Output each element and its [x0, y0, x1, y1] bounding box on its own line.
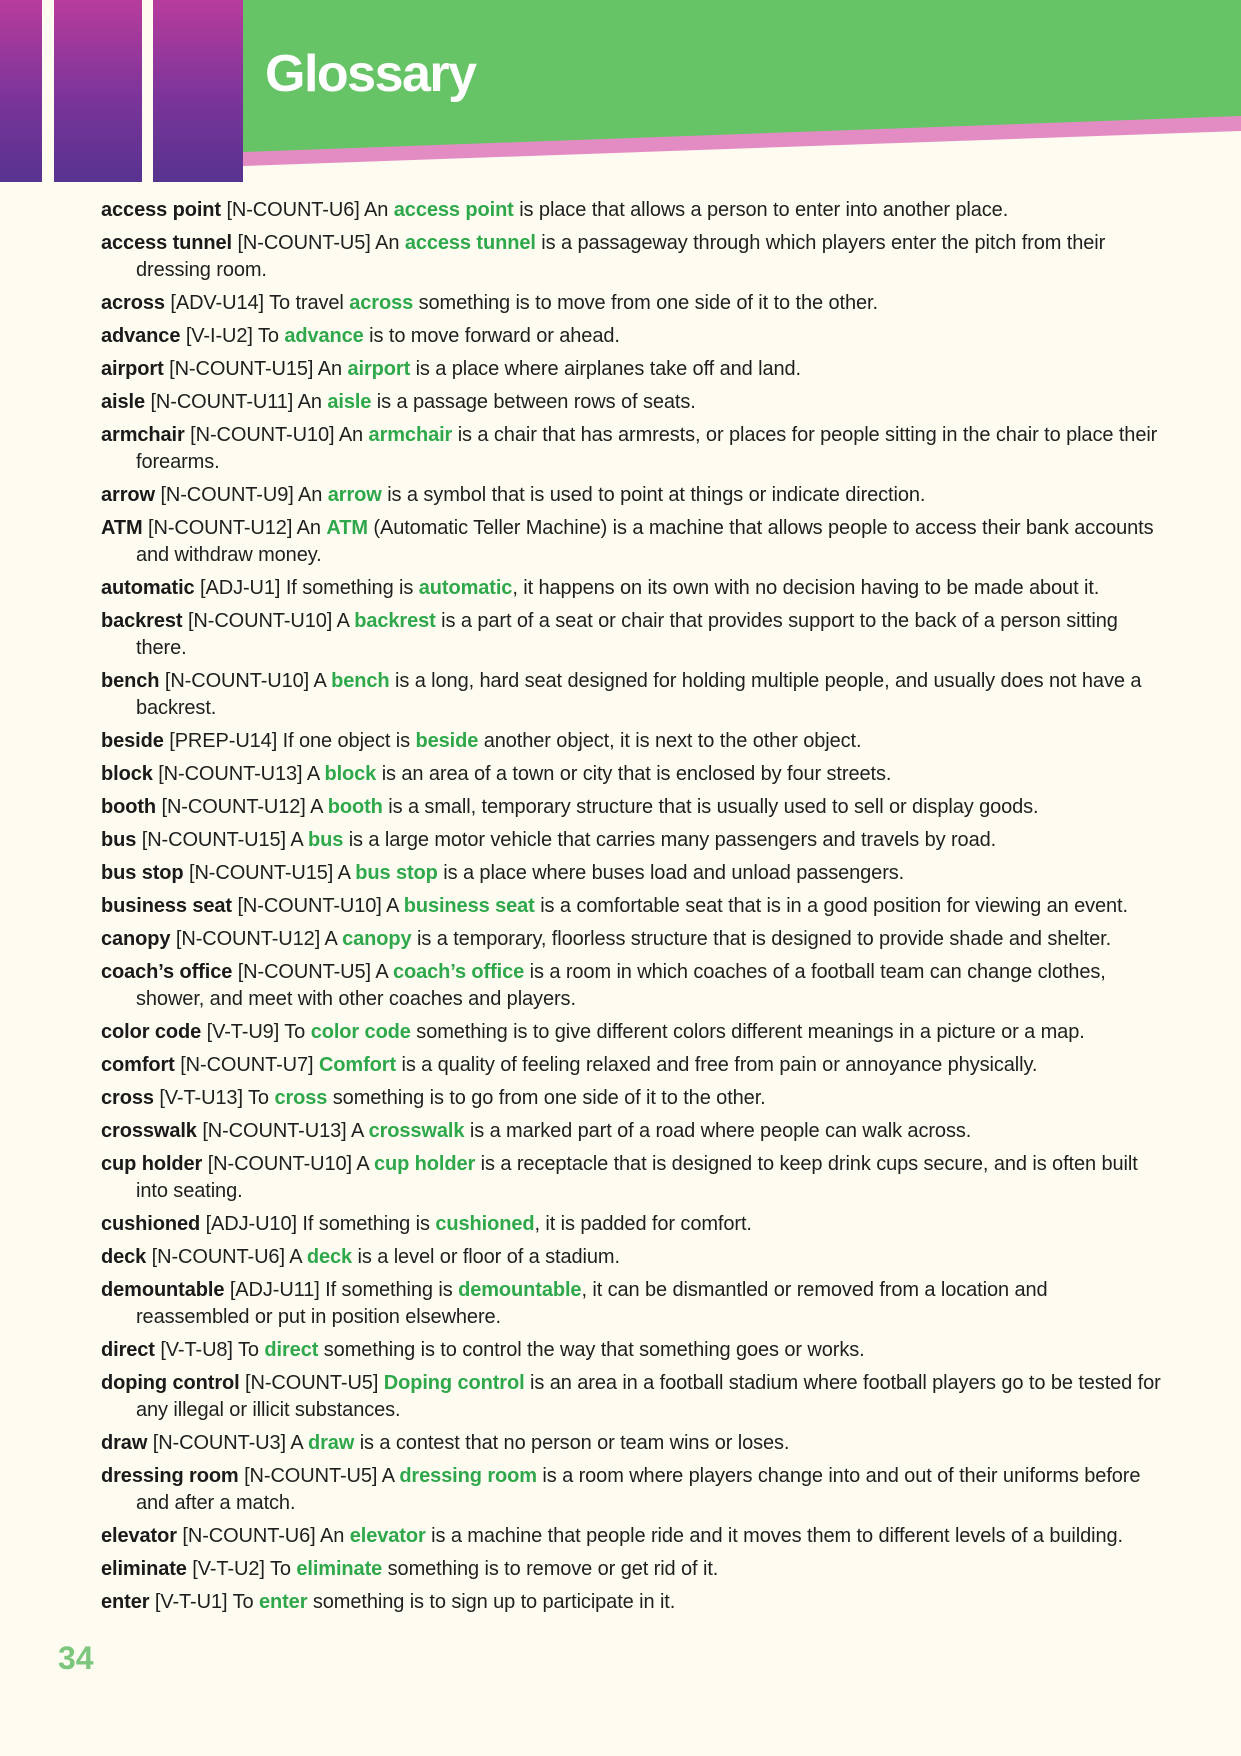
highlighted-term: coach’s office [392, 961, 525, 983]
glossary-term: automatic [101, 577, 195, 599]
part-of-speech-tag: [N-COUNT-U10] [190, 424, 335, 446]
highlighted-term: elevator [349, 1525, 426, 1547]
definition-text: is a room in which coaches of a football team can change clothes, shower, and meet with other coaches and players. [136, 961, 1106, 1010]
part-of-speech-tag: [PREP-U14] [169, 730, 278, 752]
definition-text: An [298, 484, 323, 506]
definition-text: is a long, hard seat designed for holding multiple people, and usually does not have a backrest. [136, 670, 1142, 719]
part-of-speech-tag: [V-T-U8] [160, 1339, 233, 1361]
definition-text: An [296, 517, 321, 539]
highlighted-term: bench [331, 670, 390, 692]
highlighted-term: enter [258, 1591, 308, 1613]
definition-text: something is to sign up to participate in it. [312, 1591, 676, 1613]
part-of-speech-tag: [N-COUNT-U6] [151, 1246, 285, 1268]
definition-text: A [310, 796, 323, 818]
definition-text: An [320, 1525, 345, 1547]
highlighted-term: bus [307, 829, 344, 851]
definition-text: An [297, 391, 322, 413]
glossary-entry [101, 959, 1161, 1013]
glossary-entry [101, 389, 1161, 416]
definition-text: A [313, 670, 326, 692]
definition-text: is to move forward or ahead. [369, 325, 620, 347]
glossary-entry [101, 1337, 1161, 1364]
definition-text: (Automatic Teller Machine) is a machine that allows people to access their bank accounts and withdraw money. [136, 517, 1154, 566]
definition-text: is a quality of feeling relaxed and free from pain or annoyance physically. [401, 1054, 1038, 1076]
definition-text: something is to move from one side of it to the other. [418, 292, 878, 314]
glossary-entry [101, 323, 1161, 350]
definition-text: something is to give different colors different meanings in a picture or a map. [416, 1021, 1085, 1043]
definition-text: something is to go from one side of it to the other. [332, 1087, 766, 1109]
glossary-entry [101, 1277, 1161, 1331]
definition-text: To [248, 1087, 269, 1109]
glossary-entry [101, 1085, 1161, 1112]
part-of-speech-tag: [V-T-U13] [159, 1087, 243, 1109]
part-of-speech-tag: [N-COUNT-U12] [175, 928, 321, 950]
glossary-entry [101, 197, 1161, 224]
header-banner [0, 0, 1241, 182]
part-of-speech-tag: [V-T-U9] [206, 1021, 280, 1043]
glossary-term: bus [101, 829, 137, 851]
highlighted-term: airport [347, 358, 411, 380]
definition-text: , it happens on its own with no decision having to be made about it. [512, 577, 1100, 599]
definition-text: is a part of a seat or chair that provides support to the back of a person sitting there. [136, 610, 1118, 659]
definition-text: A [386, 895, 399, 917]
part-of-speech-tag: [N-COUNT-U13] [202, 1120, 347, 1142]
definition-text: is a passage between rows of seats. [376, 391, 696, 413]
definition-text: , it is padded for comfort. [534, 1213, 752, 1235]
part-of-speech-tag: [N-COUNT-U10] [207, 1153, 352, 1175]
glossary-entry [101, 761, 1161, 788]
glossary-term: beside [101, 730, 164, 752]
highlighted-term: automatic [418, 577, 513, 599]
definition-text: A [350, 1120, 364, 1142]
glossary-entry [101, 1118, 1161, 1145]
definition-text: An [338, 424, 364, 446]
glossary-entry [101, 575, 1161, 602]
glossary-term: bench [101, 670, 160, 692]
part-of-speech-tag: [N-COUNT-U5] [244, 1465, 378, 1487]
definition-text: If something is [325, 1279, 453, 1301]
definition-text: is a comfortable seat that is in a good position for viewing an event. [540, 895, 1128, 917]
glossary-term: backrest [101, 610, 183, 632]
highlighted-term: canopy [342, 928, 412, 950]
glossary-term: doping control [101, 1372, 240, 1394]
glossary-term: block [101, 763, 153, 785]
part-of-speech-tag: [ADV-U14] [170, 292, 264, 314]
highlighted-term: deck [306, 1246, 353, 1268]
definition-text: To [232, 1591, 254, 1613]
part-of-speech-tag: [ADJ-U1] [200, 577, 281, 599]
definition-text: A [290, 829, 303, 851]
glossary-term: access point [101, 199, 221, 221]
glossary-entry [101, 1523, 1161, 1550]
glossary-entry [101, 1463, 1161, 1517]
glossary-term: ATM [101, 517, 143, 539]
glossary-term: eliminate [101, 1558, 187, 1580]
part-of-speech-tag: [N-COUNT-U10] [237, 895, 382, 917]
highlighted-term: advance [284, 325, 364, 347]
part-of-speech-tag: [N-COUNT-U3] [152, 1432, 286, 1454]
glossary-term: dressing room [101, 1465, 239, 1487]
glossary-list [101, 197, 1161, 1622]
part-of-speech-tag: [ADJ-U10] [205, 1213, 297, 1235]
highlighted-term: draw [307, 1432, 355, 1454]
definition-text: To [269, 1558, 291, 1580]
glossary-entry [101, 1556, 1161, 1583]
highlighted-term: cross [274, 1087, 328, 1109]
highlighted-term: Comfort [318, 1054, 397, 1076]
glossary-term: enter [101, 1591, 150, 1613]
definition-text: If something is [302, 1213, 430, 1235]
definition-text: A [337, 862, 350, 884]
highlighted-term: cup holder [373, 1153, 476, 1175]
glossary-entry [101, 1589, 1161, 1616]
definition-text: A [306, 763, 319, 785]
definition-text: is a symbol that is used to point at things or indicate direction. [387, 484, 926, 506]
definition-text: another object, it is next to the other object. [483, 730, 862, 752]
glossary-term: crosswalk [101, 1120, 197, 1142]
definition-text: An [364, 199, 389, 221]
definition-text: something is to control the way that something goes or works. [323, 1339, 865, 1361]
definition-text: is an area in a football stadium where football players go to be tested for any illegal or illicit substances. [136, 1372, 1161, 1421]
glossary-entry [101, 422, 1161, 476]
part-of-speech-tag: [ADJ-U11] [229, 1279, 320, 1301]
part-of-speech-tag: [N-COUNT-U6] [226, 199, 360, 221]
definition-text: is a room where players change into and out of their uniforms before and after a match. [136, 1465, 1141, 1514]
glossary-entry [101, 1370, 1161, 1424]
highlighted-term: cushioned [435, 1213, 535, 1235]
glossary-term: color code [101, 1021, 202, 1043]
definition-text: is a small, temporary structure that is usually used to sell or display goods. [388, 796, 1039, 818]
part-of-speech-tag: [V-I-U2] [185, 325, 253, 347]
part-of-speech-tag: [N-COUNT-U15] [141, 829, 287, 851]
glossary-term: cushioned [101, 1213, 201, 1235]
glossary-term: advance [101, 325, 181, 347]
glossary-entry [101, 728, 1161, 755]
definition-text: A [356, 1153, 369, 1175]
glossary-term: coach’s office [101, 961, 233, 983]
highlighted-term: backrest [354, 610, 436, 632]
part-of-speech-tag: [N-COUNT-U15] [169, 358, 314, 380]
highlighted-term: access tunnel [404, 232, 536, 254]
definition-text: If something is [285, 577, 414, 599]
part-of-speech-tag: [N-COUNT-U11] [150, 391, 294, 413]
part-of-speech-tag: [N-COUNT-U7] [180, 1054, 314, 1076]
page-title: Glossary [265, 45, 476, 103]
highlighted-term: booth [327, 796, 383, 818]
highlighted-term: direct [264, 1339, 319, 1361]
definition-text: An [375, 232, 400, 254]
highlighted-term: access point [393, 199, 514, 221]
glossary-entry [101, 794, 1161, 821]
highlighted-term: ATM [326, 517, 368, 539]
part-of-speech-tag: [N-COUNT-U10] [187, 610, 333, 632]
definition-text: A [336, 610, 349, 632]
glossary-entry [101, 356, 1161, 383]
glossary-entry [101, 290, 1161, 317]
definition-text: is a level or floor of a stadium. [357, 1246, 620, 1268]
definition-text: is a large motor vehicle that carries many passengers and travels by road. [348, 829, 997, 851]
highlighted-term: across [349, 292, 414, 314]
highlighted-term: business seat [403, 895, 535, 917]
glossary-entry [101, 1244, 1161, 1271]
definition-text: To [257, 325, 279, 347]
definition-text: is an area of a town or city that is enclosed by four streets. [381, 763, 892, 785]
definition-text: A [375, 961, 388, 983]
definition-text: is a contest that no person or team wins or loses. [359, 1432, 790, 1454]
part-of-speech-tag: [V-T-U2] [192, 1558, 265, 1580]
highlighted-term: demountable [458, 1279, 582, 1301]
definition-text: An [317, 358, 343, 380]
part-of-speech-tag: [V-T-U1] [154, 1591, 228, 1613]
part-of-speech-tag: [N-COUNT-U9] [160, 484, 294, 506]
definition-text: is place that allows a person to enter into another place. [519, 199, 1009, 221]
highlighted-term: color code [310, 1021, 411, 1043]
definition-text: To [284, 1021, 306, 1043]
glossary-term: access tunnel [101, 232, 232, 254]
glossary-term: deck [101, 1246, 147, 1268]
part-of-speech-tag: [N-COUNT-U5] [245, 1372, 379, 1394]
glossary-entry [101, 668, 1161, 722]
definition-text: A [381, 1465, 394, 1487]
glossary-term: arrow [101, 484, 155, 506]
definition-text: A [324, 928, 337, 950]
glossary-entry [101, 926, 1161, 953]
part-of-speech-tag: [N-COUNT-U12] [148, 517, 293, 539]
glossary-term: bus stop [101, 862, 184, 884]
part-of-speech-tag: [N-COUNT-U13] [158, 763, 303, 785]
glossary-term: canopy [101, 928, 171, 950]
glossary-term: across [101, 292, 165, 314]
glossary-entry [101, 230, 1161, 284]
glossary-entry [101, 860, 1161, 887]
definition-text: is a passageway through which players enter the pitch from their dressing room. [136, 232, 1106, 281]
part-of-speech-tag: [N-COUNT-U10] [164, 670, 310, 692]
highlighted-term: block [324, 763, 377, 785]
part-of-speech-tag: [N-COUNT-U5] [237, 232, 371, 254]
definition-text: A [289, 1246, 302, 1268]
glossary-entry [101, 1430, 1161, 1457]
glossary-entry [101, 1052, 1161, 1079]
highlighted-term: armchair [368, 424, 453, 446]
definition-text: , it can be dismantled or removed from a location and reassembled or put in position elsewhere. [136, 1279, 1048, 1328]
glossary-term: elevator [101, 1525, 177, 1547]
highlighted-term: eliminate [296, 1558, 383, 1580]
glossary-entry [101, 893, 1161, 920]
glossary-term: armchair [101, 424, 185, 446]
part-of-speech-tag: [N-COUNT-U5] [237, 961, 371, 983]
glossary-entry [101, 1019, 1161, 1046]
glossary-term: demountable [101, 1279, 225, 1301]
definition-text: is a machine that people ride and it moves them to different levels of a building. [431, 1525, 1123, 1547]
definition-text: is a place where airplanes take off and land. [415, 358, 801, 380]
glossary-entry [101, 1211, 1161, 1238]
highlighted-term: Doping control [383, 1372, 525, 1394]
highlighted-term: aisle [327, 391, 372, 413]
glossary-term: cross [101, 1087, 154, 1109]
definition-text: To travel [269, 292, 344, 314]
glossary-entry [101, 482, 1161, 509]
glossary-entry [101, 1151, 1161, 1205]
glossary-term: business seat [101, 895, 232, 917]
glossary-term: aisle [101, 391, 145, 413]
glossary-term: airport [101, 358, 164, 380]
definition-text: To [238, 1339, 259, 1361]
definition-text: is a place where buses load and unload passengers. [443, 862, 905, 884]
glossary-term: direct [101, 1339, 155, 1361]
definition-text: is a chair that has armrests, or places for people sitting in the chair to place their forearms. [136, 424, 1158, 473]
part-of-speech-tag: [N-COUNT-U15] [189, 862, 334, 884]
highlighted-term: beside [415, 730, 479, 752]
glossary-entry [101, 827, 1161, 854]
part-of-speech-tag: [N-COUNT-U6] [182, 1525, 316, 1547]
definition-text: something is to remove or get rid of it. [387, 1558, 719, 1580]
definition-text: is a temporary, floorless structure that is designed to provide shade and shelter. [417, 928, 1112, 950]
part-of-speech-tag: [N-COUNT-U12] [161, 796, 306, 818]
glossary-term: booth [101, 796, 157, 818]
highlighted-term: arrow [327, 484, 382, 506]
glossary-entry [101, 608, 1161, 662]
definition-text: A [290, 1432, 303, 1454]
definition-text: is a receptacle that is designed to keep drink cups secure, and is often built into seating. [136, 1153, 1138, 1202]
highlighted-term: bus stop [355, 862, 438, 884]
header-graphic [0, 0, 1241, 182]
glossary-term: comfort [101, 1054, 175, 1076]
definition-text: If one object is [282, 730, 411, 752]
highlighted-term: dressing room [399, 1465, 537, 1487]
glossary-term: draw [101, 1432, 148, 1454]
definition-text: is a marked part of a road where people can walk across. [469, 1120, 972, 1142]
page-number: 34 [58, 1640, 94, 1676]
glossary-entry [101, 515, 1161, 569]
highlighted-term: crosswalk [368, 1120, 465, 1142]
glossary-term: cup holder [101, 1153, 203, 1175]
